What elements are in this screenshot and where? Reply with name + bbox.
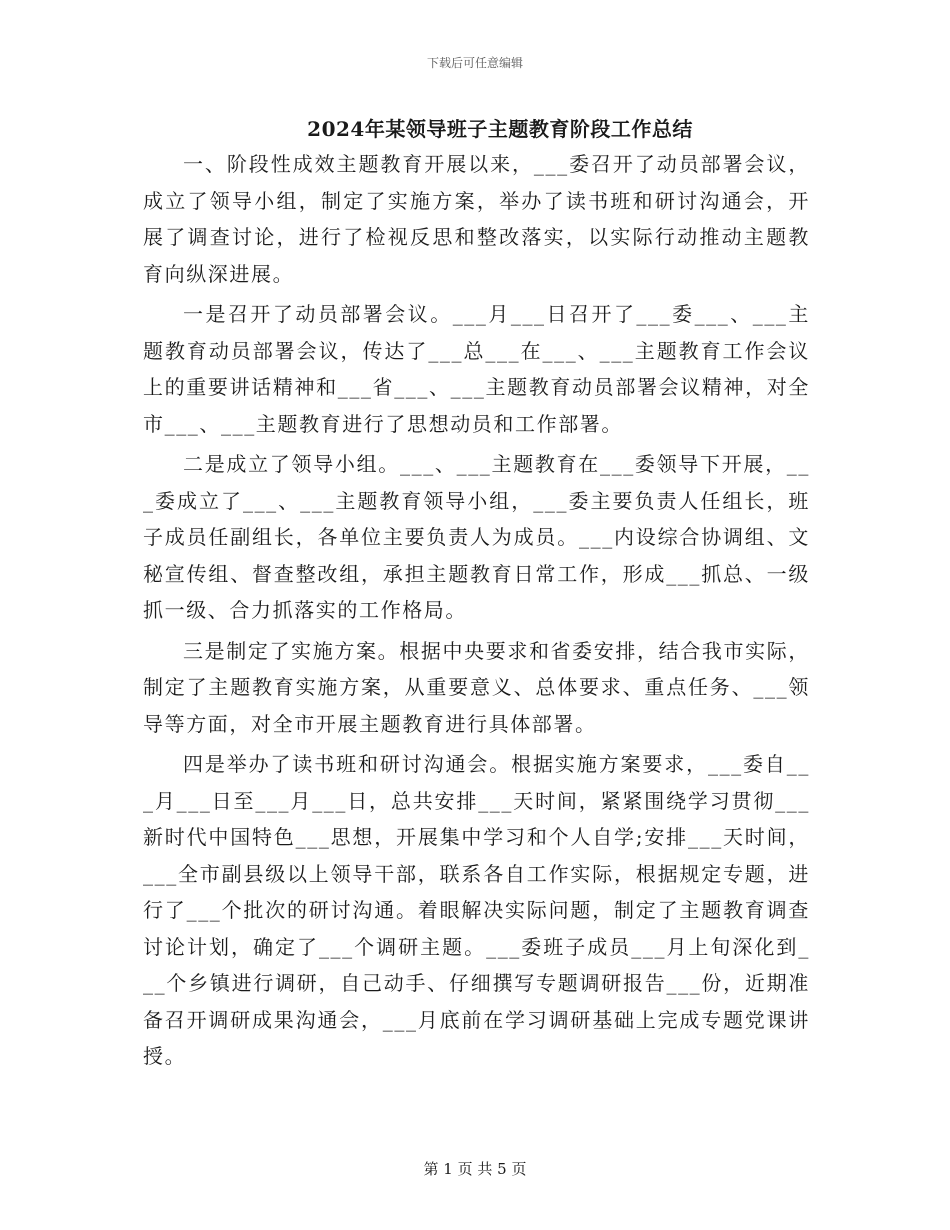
- document-title: 2024年某领导班子主题教育阶段工作总结: [307, 117, 693, 141]
- paragraph-reading-class: 四是举办了读书班和研讨沟通会。根据实施方案要求，___委自___月___日至___月___日，总共安排___天时间，紧紧围绕学习贯彻___新时代中国特色___思想，开展集中学习和个人自学;安排___天时间，___全市副县级以上领导干部，联系各自工作实际，根据规定专题，进行了___个批次的研讨沟通。着眼解决实际问题，制定了主题教育调查讨论计划，确定了___个调研主题。___委班子成员___月上旬深化到___个乡镇进行调研，自己动手、仔细撰写专题调研报告___份，近期准备召开调研成果沟通会，___月底前在学习调研基础上完成专题党课讲授。: [143, 752, 810, 1068]
- paragraph-implementation-plan: 三是制定了实施方案。根据中央要求和省委安排，结合我市实际，制定了主题教育实施方案，从重要意义、总体要求、重点任务、___领导等方面，对全市开展主题教育进行具体部署。: [143, 638, 810, 736]
- document-body: [143, 146, 810, 1079]
- paragraph-leading-group: 二是成立了领导小组。___、___主题教育在___委领导下开展，___委成立了___、___主题教育领导小组，___委主要负责人任组长，班子成员任副组长，各单位主要负责人为成员。___内设综合协调组、文秘宣传组、督查整改组，承担主题教育日常工作，形成___抓总、一级抓一级、合力抓落实的工作格局。: [143, 452, 810, 622]
- page-indicator: 第 1 页 共 5 页: [423, 1160, 527, 1178]
- paragraph-summary: 一、阶段性成效主题教育开展以来，___委召开了动员部署会议，成立了领导小组，制定了实施方案，举办了读书班和研讨沟通会，开展了调查讨论，进行了检视反思和整改落实，以实际行动推动主题教育向纵深进展。: [143, 152, 810, 286]
- header-note: 下载后可任意编辑: [426, 56, 523, 70]
- paragraph-mobilization-meeting: 一是召开了动员部署会议。___月___日召开了___委___、___主题教育动员部署会议，传达了___总___在___、___主题教育工作会议上的重要讲话精神和___省___、___主题教育动员部署会议精神，对全市___、___主题教育进行了思想动员和工作部署。: [143, 302, 810, 436]
